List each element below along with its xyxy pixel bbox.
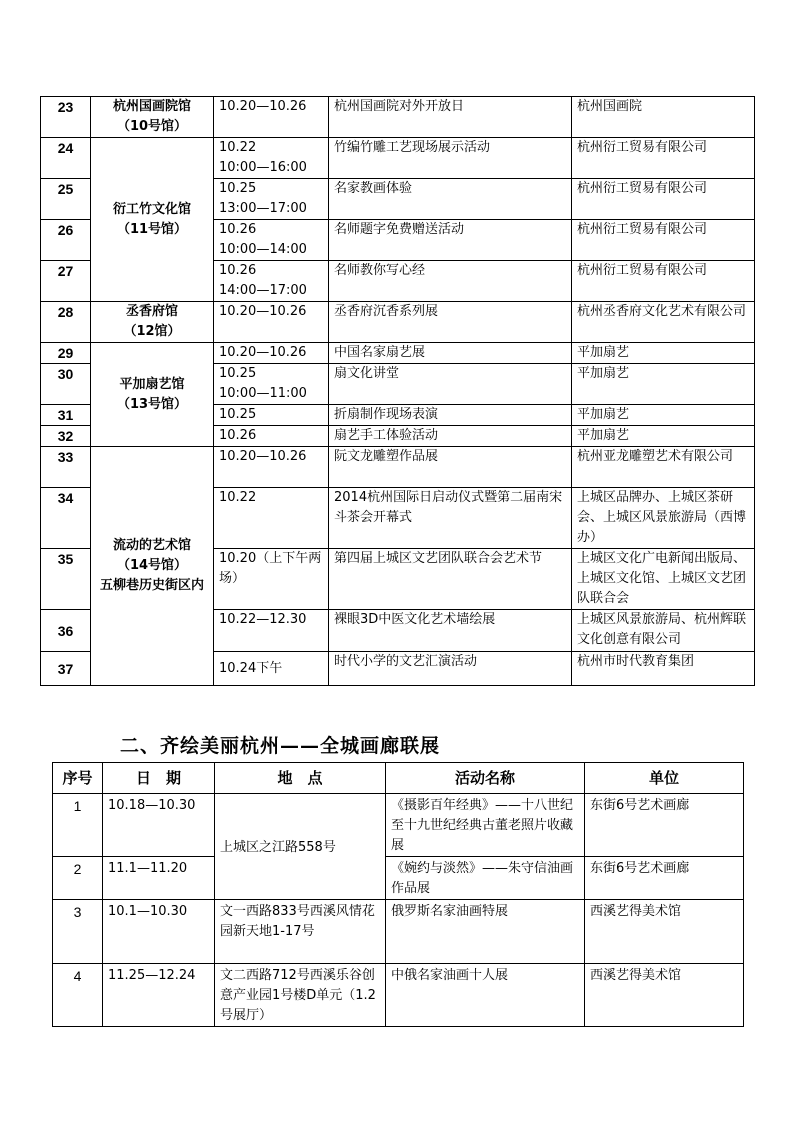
- row-number: 35: [41, 549, 91, 610]
- table-row: [53, 964, 744, 1027]
- header-number: 序号: [53, 763, 103, 794]
- location-cell: 文二西路712号西溪乐谷创意产业园1号楼D单元（1.2号展厅）: [215, 964, 386, 1027]
- header-date: 日 期: [103, 763, 215, 794]
- venue-cell: 杭州国画院馆 （10号馆）: [91, 97, 214, 138]
- venue-cell: 平加扇艺馆 （13号馆）: [91, 343, 214, 447]
- date-cell: 10.20—10.26: [214, 302, 329, 343]
- organizer-cell: 平加扇艺: [572, 343, 755, 364]
- date-cell: 10.20—10.26: [214, 97, 329, 138]
- activity-cell: 杭州国画院对外开放日: [329, 97, 572, 138]
- gallery-exhibitions-table: [52, 762, 744, 1027]
- date-cell: 10.26 10:00—14:00: [214, 220, 329, 261]
- activity-cell: 名师教你写心经: [329, 261, 572, 302]
- row-number: 25: [41, 179, 91, 220]
- organizer-cell: 杭州衍工贸易有限公司: [572, 179, 755, 220]
- events-table-continued: [40, 96, 755, 686]
- date-cell: 10.24下午: [214, 652, 329, 686]
- activity-cell: 丞香府沉香系列展: [329, 302, 572, 343]
- date-cell: 10.22—12.30: [214, 610, 329, 652]
- activity-cell: 名家教画体验: [329, 179, 572, 220]
- activity-cell: 2014杭州国际日启动仪式暨第二届南宋斗茶会开幕式: [329, 488, 572, 549]
- activity-cell: 裸眼3D中医文化艺术墙绘展: [329, 610, 572, 652]
- row-number: 31: [41, 405, 91, 426]
- organizer-cell: 杭州衍工贸易有限公司: [572, 220, 755, 261]
- date-cell: 10.22 10:00—16:00: [214, 138, 329, 179]
- activity-cell: 名师题字免费赠送活动: [329, 220, 572, 261]
- row-number: 29: [41, 343, 91, 364]
- organizer-cell: 平加扇艺: [572, 364, 755, 405]
- date-cell: 10.18—10.30: [103, 794, 215, 857]
- row-number: 2: [53, 857, 103, 900]
- date-cell: 10.22: [214, 488, 329, 549]
- activity-cell: 第四届上城区文艺团队联合会艺术节: [329, 549, 572, 610]
- row-number: 33: [41, 447, 91, 488]
- organizer-cell: 西溪艺得美术馆: [585, 900, 744, 964]
- venue-cell: 流动的艺术馆 （14号馆） 五柳巷历史街区内: [91, 447, 214, 686]
- date-cell: 11.1—11.20: [103, 857, 215, 900]
- location-cell: 文一西路833号西溪风情花园新天地1-17号: [215, 900, 386, 964]
- activity-cell: 俄罗斯名家油画特展: [386, 900, 585, 964]
- date-cell: 10.25: [214, 405, 329, 426]
- table-row: [53, 900, 744, 964]
- row-number: 23: [41, 97, 91, 138]
- header-organizer: 单位: [585, 763, 744, 794]
- date-cell: 10.25 10:00—11:00: [214, 364, 329, 405]
- activity-cell: 中国名家扇艺展: [329, 343, 572, 364]
- table-row: [41, 302, 755, 343]
- venue-cell: 丞香府馆 （12馆）: [91, 302, 214, 343]
- row-number: 34: [41, 488, 91, 549]
- row-number: 32: [41, 426, 91, 447]
- row-number: 28: [41, 302, 91, 343]
- table-header-row: [53, 763, 744, 794]
- activity-cell: 《婉约与淡然》——朱守信油画作品展: [386, 857, 585, 900]
- date-cell: 10.1—10.30: [103, 900, 215, 964]
- organizer-cell: 杭州丞香府文化艺术有限公司: [572, 302, 755, 343]
- activity-cell: 竹编竹雕工艺现场展示活动: [329, 138, 572, 179]
- organizer-cell: 杭州衍工贸易有限公司: [572, 261, 755, 302]
- organizer-cell: 西溪艺得美术馆: [585, 964, 744, 1027]
- organizer-cell: 平加扇艺: [572, 426, 755, 447]
- organizer-cell: 上城区风景旅游局、杭州辉联文化创意有限公司: [572, 610, 755, 652]
- organizer-cell: 杭州国画院: [572, 97, 755, 138]
- date-cell: 10.25 13:00—17:00: [214, 179, 329, 220]
- row-number: 1: [53, 794, 103, 857]
- date-cell: 10.26 14:00—17:00: [214, 261, 329, 302]
- row-number: 26: [41, 220, 91, 261]
- row-number: 37: [41, 652, 91, 686]
- organizer-cell: 上城区品牌办、上城区茶研会、上城区风景旅游局（西博办）: [572, 488, 755, 549]
- organizer-cell: 上城区文化广电新闻出版局、上城区文化馆、上城区文艺团队联合会: [572, 549, 755, 610]
- row-number: 4: [53, 964, 103, 1027]
- header-location: 地 点: [215, 763, 386, 794]
- row-number: 36: [41, 610, 91, 652]
- organizer-cell: 东街6号艺术画廊: [585, 794, 744, 857]
- date-cell: 10.20（上下午两场）: [214, 549, 329, 610]
- activity-cell: 中俄名家油画十人展: [386, 964, 585, 1027]
- header-activity: 活动名称: [386, 763, 585, 794]
- activity-cell: 折扇制作现场表演: [329, 405, 572, 426]
- table-row: [41, 447, 755, 488]
- row-number: 27: [41, 261, 91, 302]
- organizer-cell: 杭州市时代教育集团: [572, 652, 755, 686]
- table-row: [41, 97, 755, 138]
- organizer-cell: 杭州衍工贸易有限公司: [572, 138, 755, 179]
- organizer-cell: 平加扇艺: [572, 405, 755, 426]
- table-row: [53, 794, 744, 857]
- table-row: [41, 343, 755, 364]
- activity-cell: 阮文龙雕塑作品展: [329, 447, 572, 488]
- section-heading: 二、齐绘美丽杭州——全城画廊联展: [120, 735, 441, 757]
- row-number: 3: [53, 900, 103, 964]
- organizer-cell: 东街6号艺术画廊: [585, 857, 744, 900]
- activity-cell: 《摄影百年经典》——十八世纪至十九世纪经典古董老照片收藏展: [386, 794, 585, 857]
- row-number: 30: [41, 364, 91, 405]
- date-cell: 10.26: [214, 426, 329, 447]
- location-cell: 上城区之江路558号: [215, 794, 386, 900]
- date-cell: 10.20—10.26: [214, 343, 329, 364]
- table-row: [53, 857, 744, 900]
- date-cell: 11.25—12.24: [103, 964, 215, 1027]
- venue-cell: 衍工竹文化馆 （11号馆）: [91, 138, 214, 302]
- activity-cell: 扇艺手工体验活动: [329, 426, 572, 447]
- table-row: [41, 138, 755, 179]
- organizer-cell: 杭州亚龙雕塑艺术有限公司: [572, 447, 755, 488]
- activity-cell: 扇文化讲堂: [329, 364, 572, 405]
- date-cell: 10.20—10.26: [214, 447, 329, 488]
- activity-cell: 时代小学的文艺汇演活动: [329, 652, 572, 686]
- row-number: 24: [41, 138, 91, 179]
